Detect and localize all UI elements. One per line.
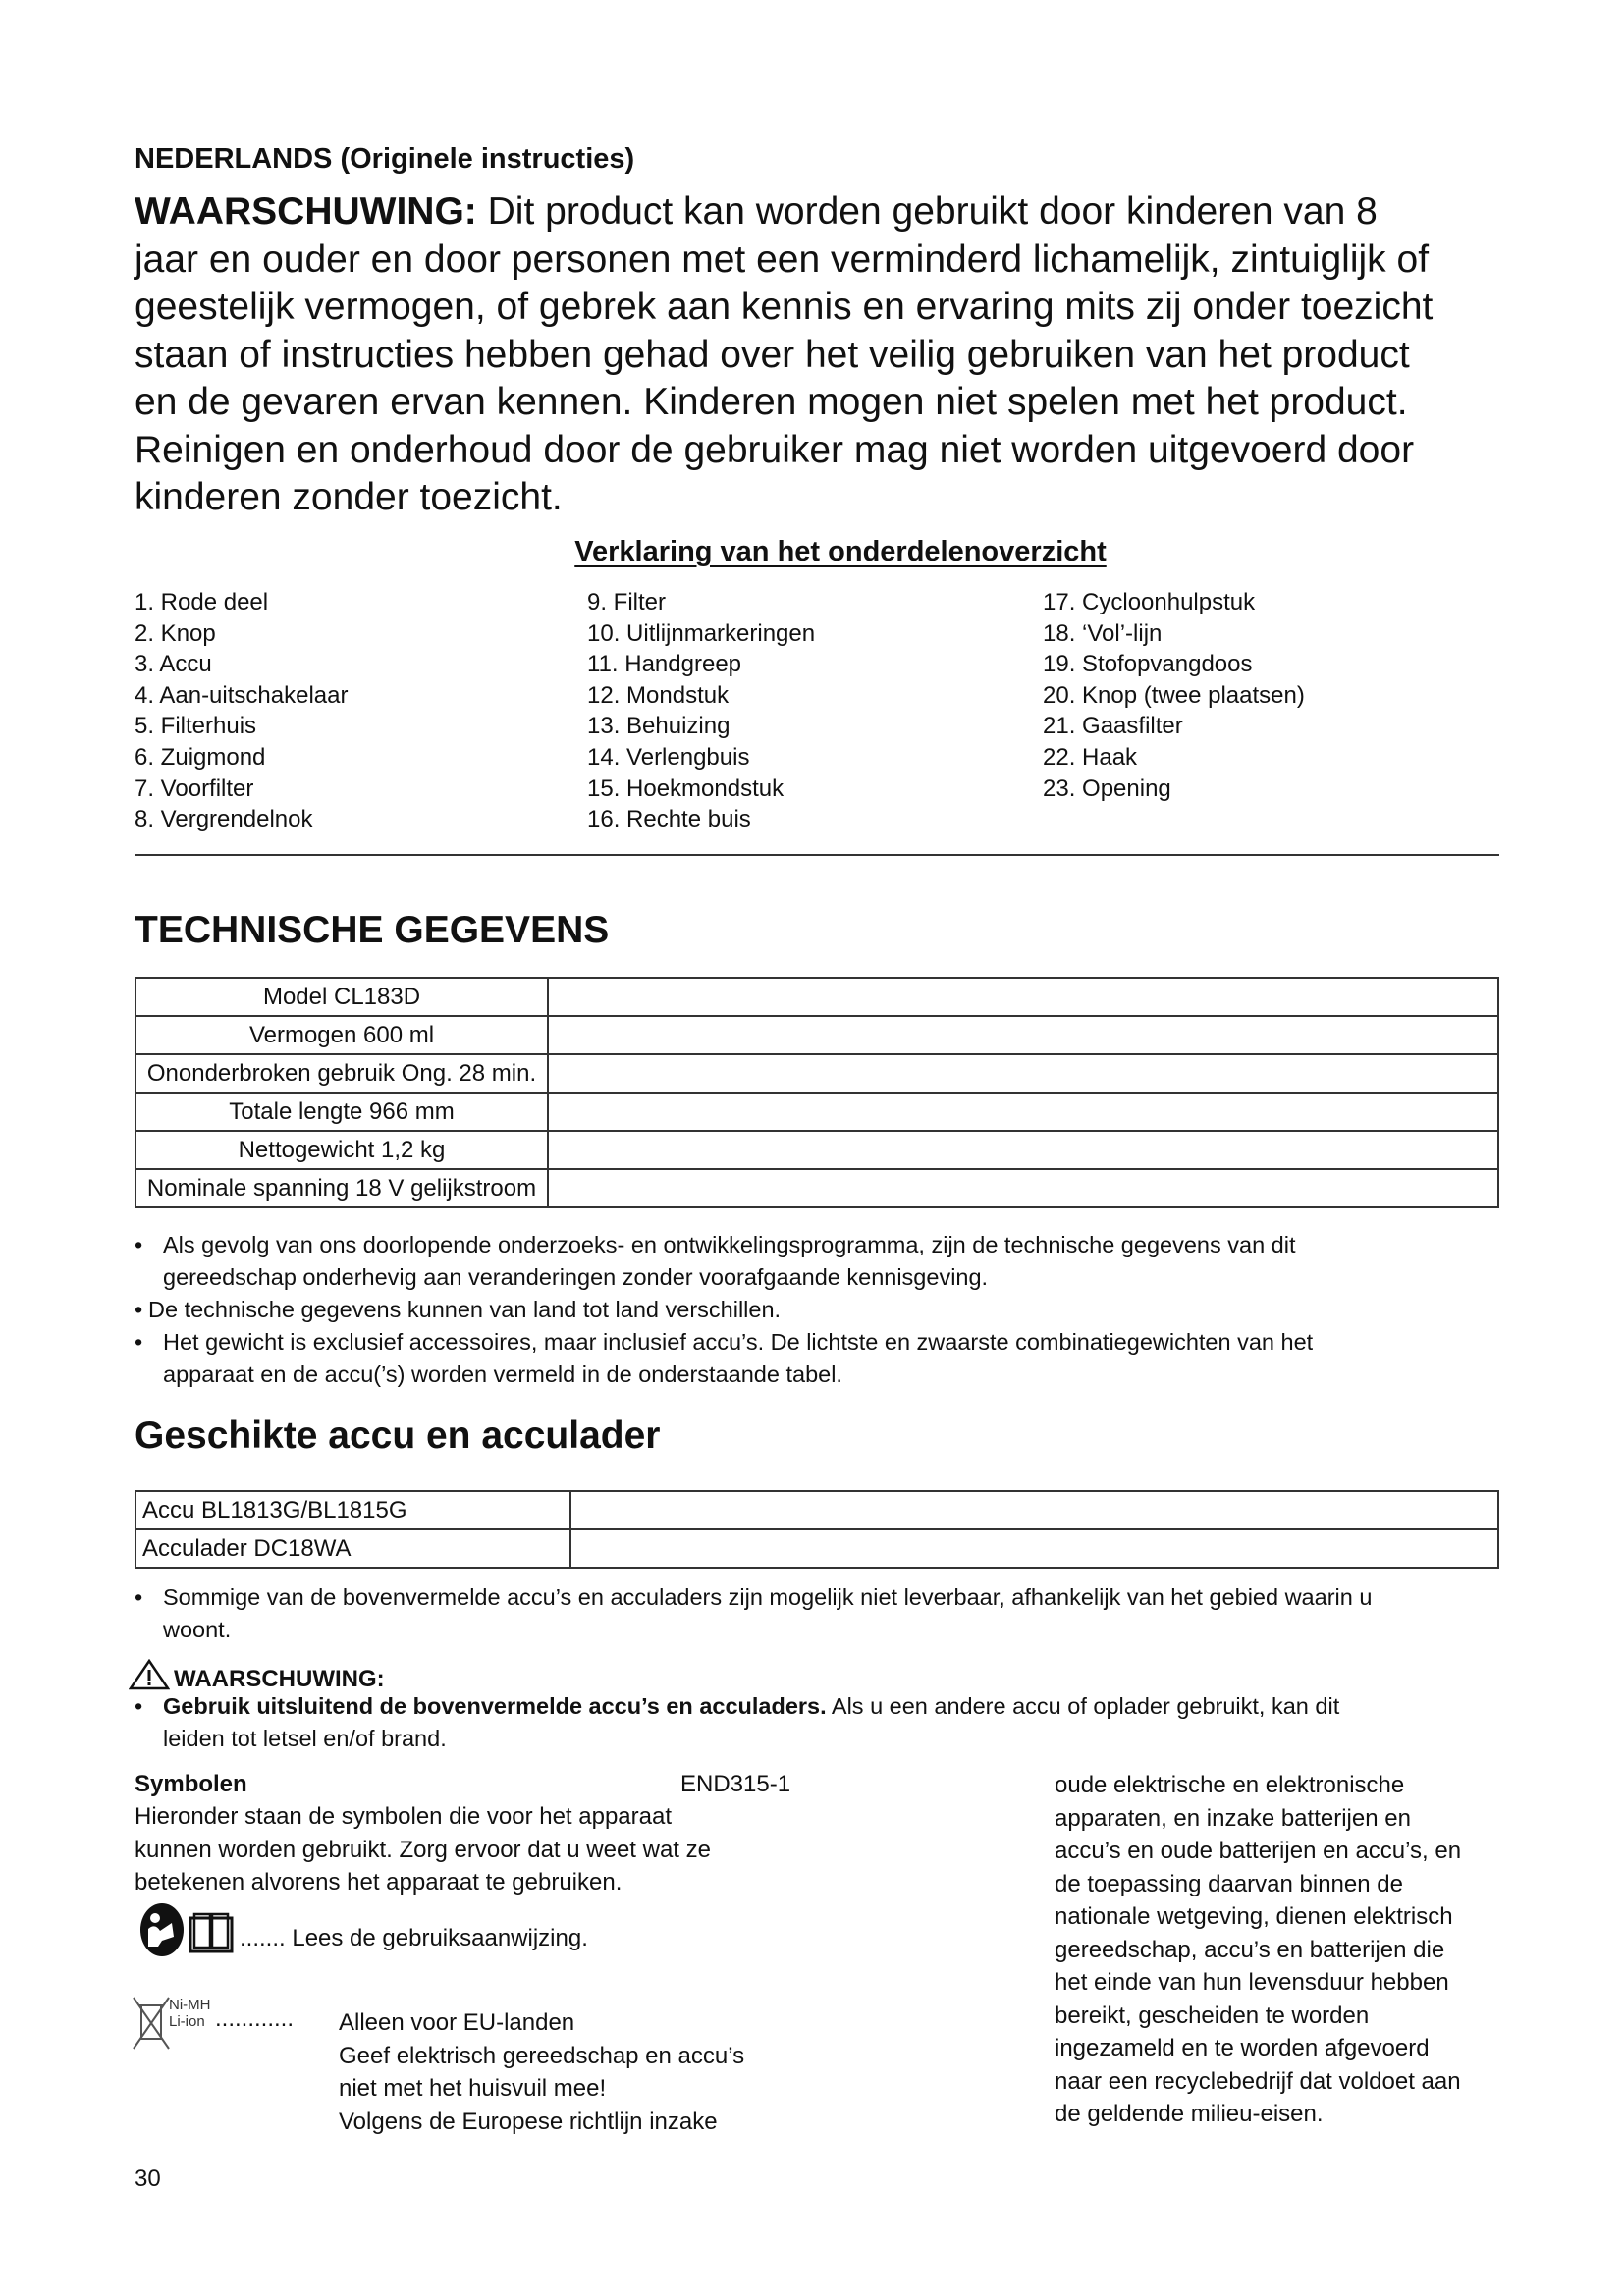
part-item: 5. Filterhuis xyxy=(135,713,257,740)
symbols-heading: Symbolen xyxy=(135,1771,247,1797)
intro-line: kunnen worden gebruikt. Zorg ervoor dat u weet wat ze xyxy=(135,1836,711,1863)
spec-cell: Vermogen 600 ml xyxy=(135,1016,548,1054)
symbols-right-column xyxy=(1055,1769,1461,2131)
symbols-code: END315-1 xyxy=(680,1771,791,1797)
spec-cell: Totale lengte 966 mm xyxy=(135,1093,548,1131)
warning-label: WAARSCHUWING: xyxy=(174,1666,385,1692)
text-line: gereedschap, accu’s en batterijen die xyxy=(1055,1936,1445,1963)
part-item: 20. Knop (twee plaatsen) xyxy=(1043,681,1305,709)
safety-warning xyxy=(135,188,1433,522)
battery-warning-text: • Gebruik uitsluitend de bovenvermelde accu’s en acculaders. Als u een andere accu of oplader gebruikt, kan dit leiden tot letsel en/of brand. xyxy=(135,1690,1339,1755)
text-line: ingezameld en te worden afgevoerd xyxy=(1055,2035,1430,2061)
warning-line: staan of instructies hebben gehad over het veilig gebruiken van het product xyxy=(135,333,1410,376)
table-row xyxy=(135,978,1498,1016)
spec-cell: Nominale spanning 18 V gelijkstroom xyxy=(135,1169,548,1207)
battery-note xyxy=(135,1581,1372,1646)
text-line: nationale wetgeving, dienen elektrisch xyxy=(1055,1903,1453,1930)
bullet: • xyxy=(135,1232,143,1257)
part-item: 3. Accu xyxy=(135,651,212,678)
bullet: • xyxy=(135,1297,143,1322)
part-item: 13. Behuizing xyxy=(587,713,731,740)
language-heading: NEDERLANDS (Originele instructies) xyxy=(135,143,635,175)
text-line: apparaten, en inzake batterijen en xyxy=(1055,1804,1411,1832)
note-text: gereedschap onderhevig aan veranderingen zonder voorafgaande kennisgeving. xyxy=(163,1264,989,1290)
read-manual-text: ....... Lees de gebruiksaanwijzing. xyxy=(240,1925,588,1951)
battery-cell: Accu BL1813G/BL1815G xyxy=(135,1491,570,1529)
battery-type: Ni-MH xyxy=(169,1997,211,2013)
note-text: Het gewicht is exclusief accessoires, maar inclusief accu’s. De lichtste en zwaarste combinatiegewichten van het xyxy=(163,1329,1314,1355)
eu-line: Alleen voor EU-landen xyxy=(339,2009,575,2036)
text-line: bereikt, gescheiden te worden xyxy=(1055,2002,1370,2029)
parts-column-1 xyxy=(135,587,348,835)
table-row xyxy=(135,1529,1498,1568)
note-text: Als gevolg van ons doorlopende onderzoeks- en ontwikkelingsprogramma, zijn de technische gegevens van dit xyxy=(163,1232,1296,1257)
eu-line: Volgens de Europese richtlijn inzake xyxy=(339,2108,718,2135)
bullet: • xyxy=(135,1584,143,1610)
part-item: 1. Rode deel xyxy=(135,589,269,615)
warning-line: Dit product kan worden gebruikt door kinderen van 8 xyxy=(476,190,1378,233)
text-line: de toepassing daarvan binnen de xyxy=(1055,1870,1403,1897)
warning-line: Reinigen en onderhoud door de gebruiker mag niet worden uitgevoerd door xyxy=(135,428,1415,471)
part-item: 14. Verlengbuis xyxy=(587,743,750,771)
read-manual-person-icon xyxy=(138,1901,186,1963)
book-icon xyxy=(189,1910,234,1958)
part-item: 22. Haak xyxy=(1043,743,1138,771)
bullet: • xyxy=(135,1329,143,1355)
text-line: naar een recyclebedrijf dat voldoet aan xyxy=(1055,2067,1461,2095)
intro-line: betekenen alvorens het apparaat te gebruiken. xyxy=(135,1869,623,1896)
warning-line: en de gevaren ervan kennen. Kinderen mogen niet spelen met het product. xyxy=(135,381,1408,423)
part-item: 16. Rechte buis xyxy=(587,806,751,833)
warning-line: geestelijk vermogen, of gebrek aan kennis en ervaring mits zij onder toezicht xyxy=(135,286,1434,328)
specs-table xyxy=(135,977,1499,1208)
part-item: 17. Cycloonhulpstuk xyxy=(1043,589,1256,615)
table-row xyxy=(135,1491,1498,1529)
warning-bold: Gebruik uitsluitend de bovenvermelde accu’s en acculaders. xyxy=(163,1693,827,1719)
part-item: 2. Knop xyxy=(135,619,216,647)
warning-line: leiden tot letsel en/of brand. xyxy=(163,1726,447,1751)
text-line: de geldende milieu-eisen. xyxy=(1055,2101,1324,2127)
crossed-bin-icon xyxy=(132,1996,171,2056)
note-text: woont. xyxy=(163,1617,232,1642)
text-line: accu’s en oude batterijen en accu’s, en xyxy=(1055,1838,1462,1864)
part-item: 7. Voorfilter xyxy=(135,774,254,802)
intro-line: Hieronder staan de symbolen die voor het apparaat xyxy=(135,1803,673,1830)
warning-rest: Als u een andere accu of oplader gebruikt, kan dit xyxy=(826,1693,1340,1719)
part-item: 11. Handgreep xyxy=(587,651,742,678)
table-row xyxy=(135,1131,1498,1169)
divider xyxy=(135,854,1499,856)
part-item: 4. Aan-uitschakelaar xyxy=(135,681,349,709)
parts-column-3 xyxy=(1043,587,1305,804)
part-item: 6. Zuigmond xyxy=(135,743,266,771)
battery-table xyxy=(135,1490,1499,1569)
part-item: 10. Uitlijnmarkeringen xyxy=(587,619,816,647)
table-row xyxy=(135,1093,1498,1131)
spec-cell: Nettogewicht 1,2 kg xyxy=(135,1131,548,1169)
table-row xyxy=(135,1016,1498,1054)
parts-legend-title: Verklaring van het onderdelenoverzicht xyxy=(574,536,1107,567)
symbols-intro xyxy=(135,1800,711,1899)
battery-types xyxy=(169,1997,211,2030)
note-text: apparaat en de accu(’s) worden vermeld in de onderstaande tabel. xyxy=(163,1362,842,1387)
part-item: 23. Opening xyxy=(1043,774,1171,802)
eu-dots: ............ xyxy=(215,2005,295,2032)
part-item: 9. Filter xyxy=(587,589,667,615)
part-item: 18. ‘Vol’-lijn xyxy=(1043,619,1163,647)
warning-label: WAARSCHUWING: xyxy=(135,190,477,233)
eu-line: Geef elektrisch gereedschap en accu’s xyxy=(339,2042,745,2069)
battery-heading: Geschikte accu en acculader xyxy=(135,1415,661,1457)
specs-heading: TECHNISCHE GEGEVENS xyxy=(135,909,610,951)
parts-column-2 xyxy=(587,587,815,835)
part-item: 21. Gaasfilter xyxy=(1043,713,1183,740)
text-line: het einde van hun levensduur hebben xyxy=(1055,1969,1449,1996)
page-number: 30 xyxy=(135,2165,161,2192)
spec-notes xyxy=(135,1229,1313,1391)
part-item: 8. Vergrendelnok xyxy=(135,806,313,833)
battery-type: Li-ion xyxy=(169,2013,205,2030)
note-text: De technische gegevens kunnen van land tot land verschillen. xyxy=(148,1297,782,1322)
part-item: 15. Hoekmondstuk xyxy=(587,774,785,802)
eu-line: niet met het huisvuil mee! xyxy=(339,2075,607,2102)
part-item: 19. Stofopvangdoos xyxy=(1043,651,1253,678)
eu-text xyxy=(339,2006,744,2138)
warning-line: kinderen zonder toezicht. xyxy=(135,476,563,518)
spec-cell: Ononderbroken gebruik Ong. 28 min. xyxy=(135,1054,548,1093)
battery-cell: Acculader DC18WA xyxy=(135,1529,570,1568)
table-row xyxy=(135,1054,1498,1093)
warning-line: jaar en ouder en door personen met een verminderd lichamelijk, zintuiglijk of xyxy=(135,238,1430,281)
part-item: 12. Mondstuk xyxy=(587,681,730,709)
text-line: oude elektrische en elektronische xyxy=(1055,1772,1405,1798)
spec-cell: Model CL183D xyxy=(135,978,548,1016)
note-text: Sommige van de bovenvermelde accu’s en acculaders zijn mogelijk niet leverbaar, afhankelijk van het gebied waarin u xyxy=(163,1584,1373,1610)
table-row xyxy=(135,1169,1498,1207)
